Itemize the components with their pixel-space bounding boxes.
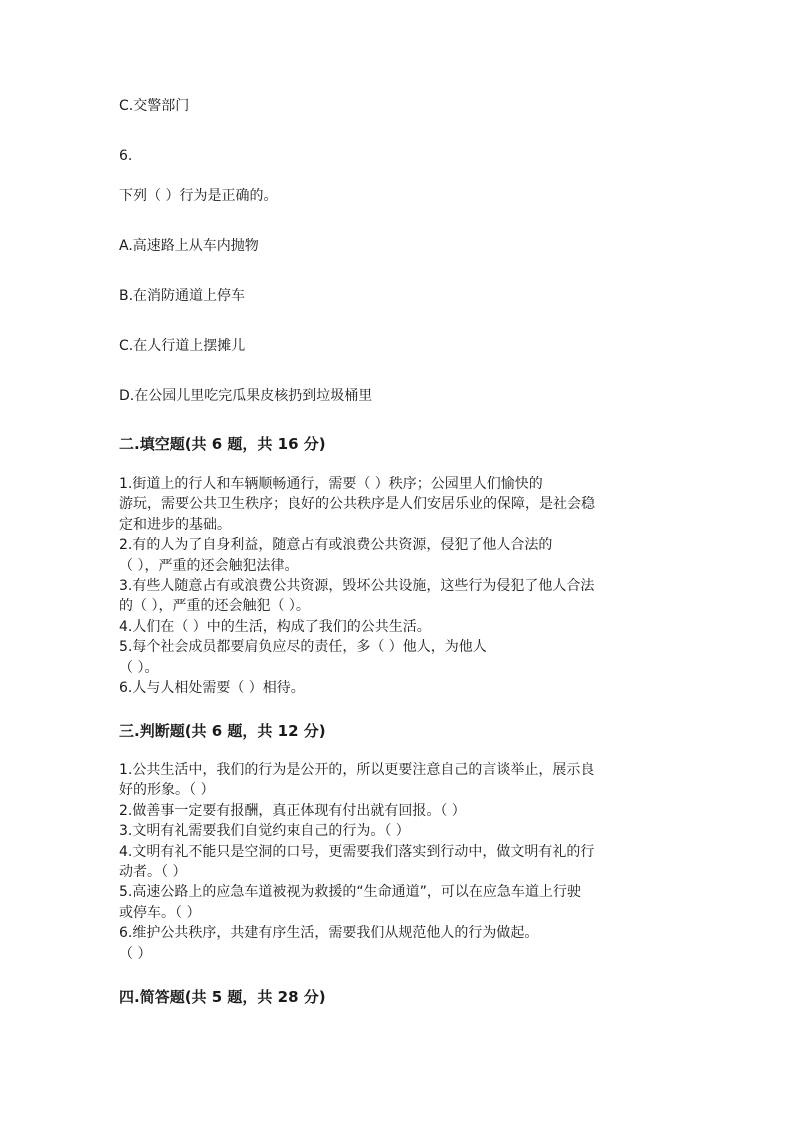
section2-questions (119, 474, 679, 698)
section3-line: 好的形象。（ ） (119, 782, 215, 799)
section4-heading: 四.简答题(共 5 题，共 28 分) (119, 988, 326, 1006)
section3-questions (119, 760, 679, 964)
section2-line: 5.每个社会成员都要肩负应尽的责任，多（ ）他人，为他人 (119, 639, 487, 656)
section2-line: 1.街道上的行人和车辆顺畅通行，需要（ ）秩序；公园里人们愉快的 (119, 476, 543, 492)
section3-line: 1.公共生活中，我们的行为是公开的，所以更要注意自己的言谈举止，展示良 (119, 762, 595, 778)
q6-number: 6. (119, 148, 133, 164)
section2-line: 游玩，需要公共卫生秩序；良好的公共秩序是人们安居乐业的保障，是社会稳 (119, 496, 595, 513)
section2-line: 的（ ），严重的还会触犯（ ）。 (119, 598, 310, 615)
section2-line: （ ），严重的还会触犯法律。 (119, 557, 299, 574)
section3-line: 动者。（ ） (119, 863, 187, 880)
section2-line: 2.有的人为了自身利益，随意占有或浪费公共资源，侵犯了他人合法的 (119, 537, 553, 554)
section2-line: 定和进步的基础。 (119, 516, 231, 533)
section2-line: 4.人们在（ ）中的生活，构成了我们的公共生活。 (119, 618, 431, 635)
section3-line: 6.维护公共秩序，共建有序生活，需要我们从规范他人的行为做起。 (119, 925, 539, 942)
section3-line: 3.文明有礼需要我们自觉约束自己的行为。（ ） (119, 823, 410, 840)
section3-line: （ ） (119, 945, 152, 962)
q6-option-c: C.在人行道上摆摊儿 (119, 338, 246, 354)
section2-line: 3.有些人随意占有或浪费公共资源，毁坏公共设施，这些行为侵犯了他人合法 (119, 577, 595, 594)
exam-page (119, 0, 679, 1123)
section3-line: 5.高速公路上的应急车道被视为救援的“生命通道”，可以在应急车道上行驶 (119, 884, 581, 901)
section2-line: （ ）。 (119, 659, 159, 676)
q6-option-d: D.在公园儿里吃完瓜果皮核扔到垃圾桶里 (119, 388, 373, 404)
section3-line: 2.做善事一定要有报酬，真正体现有付出就有回报。（ ） (119, 802, 466, 819)
section3-heading: 三.判断题(共 6 题，共 12 分) (119, 722, 326, 740)
q6-stem: 下列（ ）行为是正确的。 (119, 188, 278, 204)
section2-line: 6.人与人相处需要（ ）相待。 (119, 679, 305, 696)
section3-line: 或停车。（ ） (119, 904, 201, 921)
q5-option-c: C.交警部门 (119, 98, 190, 114)
section2-heading: 二.填空题(共 6 题，共 16 分) (119, 435, 326, 453)
q6-option-a: A.高速路上从车内抛物 (119, 238, 259, 254)
section3-line: 4.文明有礼不能只是空洞的口号，更需要我们落实到行动中，做文明有礼的行 (119, 843, 595, 860)
q6-option-b: B.在消防通道上停车 (119, 288, 246, 304)
